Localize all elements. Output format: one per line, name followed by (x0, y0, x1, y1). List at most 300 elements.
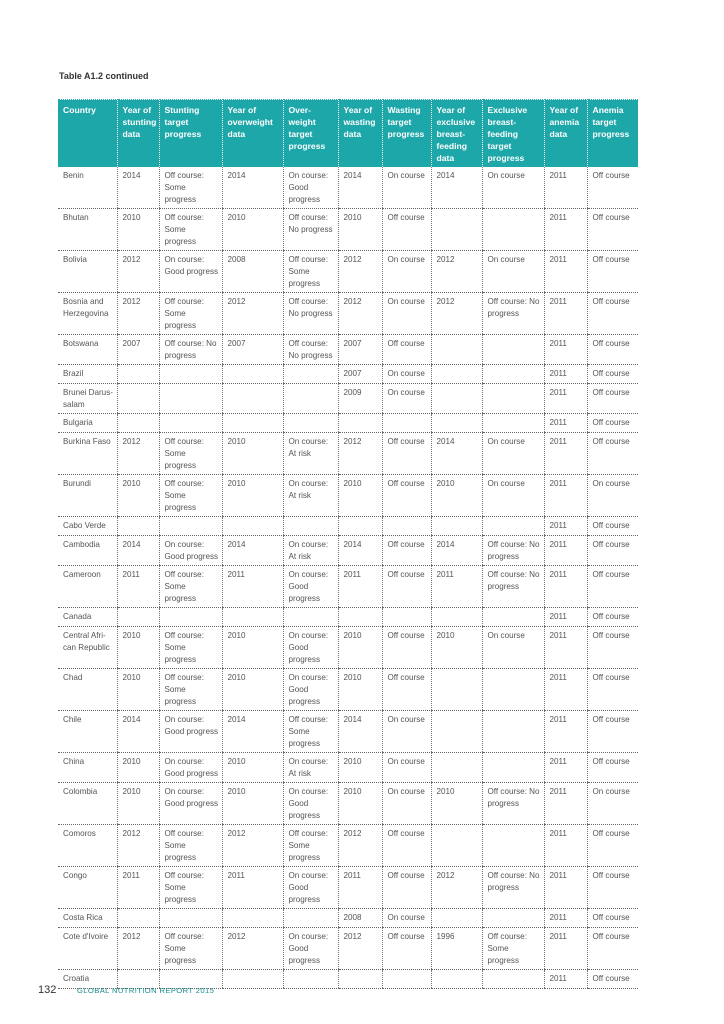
cell-anemia-progress: Off course (587, 867, 638, 909)
cell-year-stunting: 2010 (117, 669, 159, 711)
cell-country: Cameroon (58, 566, 117, 608)
cell-overweight-progress: Off course: Some progress (283, 251, 338, 293)
cell-breastfeeding-progress (482, 825, 544, 867)
cell-year-stunting (117, 608, 159, 627)
cell-year-breastfeeding: 2012 (431, 867, 482, 909)
cell-wasting-progress: On course (382, 293, 431, 335)
cell-year-stunting: 2011 (117, 867, 159, 909)
cell-year-wasting: 2010 (338, 669, 382, 711)
table-row (58, 909, 638, 928)
cell-anemia-progress: Off course (587, 335, 638, 365)
cell-country: Costa Rica (58, 909, 117, 928)
cell-breastfeeding-progress (482, 608, 544, 627)
cell-anemia-progress: Off course (587, 209, 638, 251)
cell-breastfeeding-progress: On course (482, 627, 544, 669)
cell-anemia-progress: Off course (587, 433, 638, 475)
cell-country: Central Afri-can Republic (58, 627, 117, 669)
cell-overweight-progress: On course: Good progress (283, 627, 338, 669)
cell-overweight-progress: Off course: No progress (283, 335, 338, 365)
cell-year-stunting: 2011 (117, 566, 159, 608)
cell-breastfeeding-progress: Off course: No progress (482, 867, 544, 909)
cell-year-anemia: 2011 (544, 627, 587, 669)
cell-overweight-progress (283, 414, 338, 433)
cell-wasting-progress: Off course (382, 475, 431, 517)
cell-country: Croatia (58, 970, 117, 989)
cell-year-wasting: 2012 (338, 293, 382, 335)
table-row (58, 414, 638, 433)
cell-year-anemia: 2011 (544, 365, 587, 384)
cell-overweight-progress: On course: Good progress (283, 783, 338, 825)
header-year-overweight: Year of overweight data (222, 100, 283, 168)
cell-anemia-progress: Off course (587, 909, 638, 928)
cell-overweight-progress: Off course: Some progress (283, 825, 338, 867)
cell-breastfeeding-progress: Off course: No progress (482, 293, 544, 335)
cell-year-anemia: 2011 (544, 909, 587, 928)
cell-year-overweight (222, 608, 283, 627)
cell-anemia-progress: Off course (587, 517, 638, 536)
cell-year-breastfeeding: 2014 (431, 536, 482, 566)
cell-wasting-progress: Off course (382, 627, 431, 669)
cell-country: China (58, 753, 117, 783)
cell-anemia-progress: Off course (587, 753, 638, 783)
cell-year-overweight: 2010 (222, 669, 283, 711)
cell-year-breastfeeding: 2012 (431, 293, 482, 335)
cell-wasting-progress (382, 517, 431, 536)
header-anemia-progress: Anemia target progress (587, 100, 638, 168)
cell-year-anemia: 2011 (544, 536, 587, 566)
cell-wasting-progress (382, 970, 431, 989)
cell-stunting-progress: Off course: Some progress (159, 433, 222, 475)
header-year-stunting: Year of stunting data (117, 100, 159, 168)
cell-breastfeeding-progress (482, 753, 544, 783)
cell-wasting-progress: On course (382, 783, 431, 825)
cell-year-stunting (117, 365, 159, 384)
cell-overweight-progress: On course: At risk (283, 753, 338, 783)
cell-year-stunting: 2014 (117, 536, 159, 566)
cell-year-breastfeeding (431, 209, 482, 251)
cell-overweight-progress (283, 365, 338, 384)
cell-year-anemia: 2011 (544, 167, 587, 209)
cell-stunting-progress (159, 384, 222, 414)
cell-year-stunting: 2012 (117, 251, 159, 293)
cell-year-anemia: 2011 (544, 335, 587, 365)
cell-country: Colombia (58, 783, 117, 825)
cell-stunting-progress: Off course: Some progress (159, 669, 222, 711)
cell-breastfeeding-progress (482, 970, 544, 989)
cell-year-stunting: 2012 (117, 825, 159, 867)
cell-breastfeeding-progress (482, 365, 544, 384)
cell-year-wasting: 2010 (338, 209, 382, 251)
cell-year-breastfeeding: 2010 (431, 627, 482, 669)
cell-breastfeeding-progress: On course (482, 251, 544, 293)
cell-year-anemia: 2011 (544, 414, 587, 433)
cell-year-breastfeeding: 2011 (431, 566, 482, 608)
cell-year-stunting: 2010 (117, 627, 159, 669)
cell-year-wasting: 2012 (338, 251, 382, 293)
cell-year-breastfeeding (431, 608, 482, 627)
cell-year-stunting: 2010 (117, 783, 159, 825)
cell-country: Cote d'Ivoire (58, 928, 117, 970)
cell-year-anemia: 2011 (544, 825, 587, 867)
table-row (58, 365, 638, 384)
cell-anemia-progress: Off course (587, 825, 638, 867)
cell-year-wasting (338, 608, 382, 627)
cell-anemia-progress: Off course (587, 414, 638, 433)
header-year-breastfeeding: Year of exclusive breast-feeding data (431, 100, 482, 168)
cell-year-stunting (117, 384, 159, 414)
cell-anemia-progress: On course (587, 783, 638, 825)
cell-breastfeeding-progress: On course (482, 475, 544, 517)
cell-stunting-progress (159, 909, 222, 928)
cell-year-breastfeeding: 2014 (431, 433, 482, 475)
cell-year-anemia: 2011 (544, 517, 587, 536)
cell-year-breastfeeding: 2010 (431, 783, 482, 825)
cell-wasting-progress: Off course (382, 433, 431, 475)
cell-year-breastfeeding: 2012 (431, 251, 482, 293)
cell-country: Bolivia (58, 251, 117, 293)
table-row (58, 627, 638, 669)
cell-overweight-progress: On course: At risk (283, 536, 338, 566)
table-row (58, 251, 638, 293)
cell-anemia-progress: On course (587, 475, 638, 517)
cell-year-anemia: 2011 (544, 970, 587, 989)
cell-wasting-progress: On course (382, 167, 431, 209)
table-row (58, 384, 638, 414)
cell-year-breastfeeding: 2014 (431, 167, 482, 209)
cell-year-stunting: 2010 (117, 209, 159, 251)
cell-stunting-progress: Off course: Some progress (159, 928, 222, 970)
cell-year-breastfeeding (431, 909, 482, 928)
table-caption: Table A1.2 continued (59, 71, 149, 81)
cell-anemia-progress: Off course (587, 711, 638, 753)
cell-year-overweight: 2010 (222, 753, 283, 783)
table-row (58, 209, 638, 251)
cell-anemia-progress: Off course (587, 669, 638, 711)
cell-overweight-progress (283, 909, 338, 928)
cell-year-breastfeeding (431, 669, 482, 711)
cell-breastfeeding-progress: Off course: No progress (482, 566, 544, 608)
cell-anemia-progress: Off course (587, 536, 638, 566)
cell-country: Chile (58, 711, 117, 753)
cell-overweight-progress (283, 517, 338, 536)
cell-year-wasting: 2012 (338, 928, 382, 970)
cell-wasting-progress: On course (382, 909, 431, 928)
cell-year-wasting (338, 970, 382, 989)
cell-year-overweight (222, 384, 283, 414)
cell-country: Botswana (58, 335, 117, 365)
cell-year-stunting: 2014 (117, 167, 159, 209)
cell-anemia-progress: Off course (587, 970, 638, 989)
table-row (58, 783, 638, 825)
cell-year-wasting: 2010 (338, 753, 382, 783)
cell-year-anemia: 2011 (544, 251, 587, 293)
cell-year-wasting: 2014 (338, 167, 382, 209)
cell-year-wasting (338, 517, 382, 536)
header-country: Country (58, 100, 117, 168)
table-row (58, 928, 638, 970)
cell-year-stunting (117, 414, 159, 433)
cell-country: Brunei Darus-salam (58, 384, 117, 414)
cell-country: Congo (58, 867, 117, 909)
cell-year-overweight: 2011 (222, 867, 283, 909)
table-row (58, 293, 638, 335)
cell-year-breastfeeding: 2010 (431, 475, 482, 517)
cell-overweight-progress: On course: At risk (283, 475, 338, 517)
cell-year-stunting: 2010 (117, 475, 159, 517)
cell-year-wasting: 2011 (338, 566, 382, 608)
cell-year-overweight: 2011 (222, 566, 283, 608)
cell-overweight-progress (283, 970, 338, 989)
cell-country: Canada (58, 608, 117, 627)
cell-anemia-progress: Off course (587, 928, 638, 970)
cell-year-breastfeeding (431, 335, 482, 365)
cell-year-wasting: 2012 (338, 433, 382, 475)
cell-breastfeeding-progress: Off course: Some progress (482, 928, 544, 970)
cell-stunting-progress: Off course: Some progress (159, 167, 222, 209)
header-year-wasting: Year of wasting data (338, 100, 382, 168)
cell-year-anemia: 2011 (544, 209, 587, 251)
cell-overweight-progress (283, 608, 338, 627)
cell-year-breastfeeding (431, 365, 482, 384)
cell-year-overweight (222, 970, 283, 989)
cell-anemia-progress: Off course (587, 566, 638, 608)
cell-year-anemia: 2011 (544, 433, 587, 475)
table-body (58, 167, 638, 989)
cell-year-wasting: 2009 (338, 384, 382, 414)
cell-wasting-progress: Off course (382, 536, 431, 566)
table-row (58, 608, 638, 627)
cell-year-breastfeeding (431, 970, 482, 989)
cell-country: Comoros (58, 825, 117, 867)
header-year-anemia: Year of anemia data (544, 100, 587, 168)
cell-year-anemia: 2011 (544, 867, 587, 909)
cell-year-breastfeeding: 1996 (431, 928, 482, 970)
cell-year-breastfeeding (431, 384, 482, 414)
cell-year-overweight (222, 414, 283, 433)
cell-stunting-progress: On course: Good progress (159, 753, 222, 783)
cell-year-anemia: 2011 (544, 475, 587, 517)
cell-country: Brazil (58, 365, 117, 384)
cell-country: Burkina Faso (58, 433, 117, 475)
cell-stunting-progress: Off course: Some progress (159, 209, 222, 251)
cell-stunting-progress: Off course: Some progress (159, 293, 222, 335)
cell-breastfeeding-progress (482, 209, 544, 251)
cell-stunting-progress: Off course: Some progress (159, 825, 222, 867)
table-row (58, 753, 638, 783)
cell-year-stunting: 2012 (117, 293, 159, 335)
table-row (58, 335, 638, 365)
cell-overweight-progress: Off course: Some progress (283, 711, 338, 753)
table-row (58, 167, 638, 209)
cell-stunting-progress: On course: Good progress (159, 711, 222, 753)
cell-stunting-progress: On course: Good progress (159, 536, 222, 566)
cell-wasting-progress: On course (382, 711, 431, 753)
cell-anemia-progress: Off course (587, 251, 638, 293)
cell-stunting-progress (159, 414, 222, 433)
table-row (58, 517, 638, 536)
cell-wasting-progress (382, 608, 431, 627)
cell-wasting-progress: Off course (382, 335, 431, 365)
cell-stunting-progress: Off course: Some progress (159, 627, 222, 669)
cell-year-overweight: 2008 (222, 251, 283, 293)
cell-year-wasting: 2012 (338, 825, 382, 867)
cell-stunting-progress: On course: Good progress (159, 251, 222, 293)
cell-country: Chad (58, 669, 117, 711)
cell-year-wasting: 2007 (338, 365, 382, 384)
cell-country: Bhutan (58, 209, 117, 251)
cell-wasting-progress: Off course (382, 867, 431, 909)
cell-breastfeeding-progress: Off course: No progress (482, 536, 544, 566)
header-breastfeeding-progress: Exclusive breast-feeding target progress (482, 100, 544, 168)
cell-year-anemia: 2011 (544, 384, 587, 414)
cell-breastfeeding-progress (482, 384, 544, 414)
cell-wasting-progress: On course (382, 384, 431, 414)
cell-year-stunting: 2010 (117, 753, 159, 783)
cell-year-anemia: 2011 (544, 293, 587, 335)
cell-year-anemia: 2011 (544, 608, 587, 627)
table-row (58, 475, 638, 517)
cell-country: Burundi (58, 475, 117, 517)
cell-wasting-progress (382, 414, 431, 433)
cell-anemia-progress: Off course (587, 627, 638, 669)
cell-wasting-progress: Off course (382, 669, 431, 711)
cell-country: Bosnia and Herzegovina (58, 293, 117, 335)
cell-year-wasting: 2010 (338, 627, 382, 669)
header-wasting-progress: Wasting target progress (382, 100, 431, 168)
cell-year-overweight (222, 517, 283, 536)
table-row (58, 566, 638, 608)
cell-stunting-progress (159, 517, 222, 536)
cell-wasting-progress: On course (382, 365, 431, 384)
cell-overweight-progress: On course: Good progress (283, 867, 338, 909)
cell-year-overweight: 2012 (222, 293, 283, 335)
cell-overweight-progress: Off course: No progress (283, 293, 338, 335)
cell-wasting-progress: On course (382, 753, 431, 783)
cell-breastfeeding-progress (482, 414, 544, 433)
cell-year-anemia: 2011 (544, 753, 587, 783)
cell-anemia-progress: Off course (587, 293, 638, 335)
table-row (58, 825, 638, 867)
cell-overweight-progress: On course: Good progress (283, 669, 338, 711)
table-row (58, 536, 638, 566)
cell-year-overweight: 2010 (222, 475, 283, 517)
table-header-row (58, 100, 638, 168)
cell-year-wasting: 2010 (338, 783, 382, 825)
cell-stunting-progress: Off course: Some progress (159, 867, 222, 909)
cell-breastfeeding-progress (482, 711, 544, 753)
table-row (58, 433, 638, 475)
cell-year-overweight: 2007 (222, 335, 283, 365)
cell-year-anemia: 2011 (544, 783, 587, 825)
cell-breastfeeding-progress: On course (482, 433, 544, 475)
cell-year-overweight (222, 365, 283, 384)
cell-wasting-progress: Off course (382, 928, 431, 970)
cell-year-breastfeeding (431, 517, 482, 536)
cell-anemia-progress: Off course (587, 384, 638, 414)
cell-year-anemia: 2011 (544, 669, 587, 711)
cell-stunting-progress: Off course: Some progress (159, 475, 222, 517)
cell-year-overweight (222, 909, 283, 928)
cell-wasting-progress: Off course (382, 566, 431, 608)
cell-year-overweight: 2014 (222, 167, 283, 209)
cell-stunting-progress (159, 608, 222, 627)
cell-country: Cambodia (58, 536, 117, 566)
cell-year-overweight: 2014 (222, 711, 283, 753)
cell-country: Bulgaria (58, 414, 117, 433)
cell-anemia-progress: Off course (587, 167, 638, 209)
cell-year-wasting: 2011 (338, 867, 382, 909)
cell-wasting-progress: Off course (382, 209, 431, 251)
cell-year-overweight: 2010 (222, 433, 283, 475)
cell-year-overweight: 2010 (222, 209, 283, 251)
cell-year-wasting (338, 414, 382, 433)
cell-year-overweight: 2012 (222, 825, 283, 867)
cell-country: Benin (58, 167, 117, 209)
cell-breastfeeding-progress (482, 517, 544, 536)
cell-overweight-progress: On course: Good progress (283, 928, 338, 970)
cell-year-anemia: 2011 (544, 711, 587, 753)
cell-year-wasting: 2014 (338, 536, 382, 566)
cell-overweight-progress: On course: At risk (283, 433, 338, 475)
cell-overweight-progress: Off course: No progress (283, 209, 338, 251)
cell-year-overweight: 2014 (222, 536, 283, 566)
cell-year-stunting: 2012 (117, 928, 159, 970)
cell-year-anemia: 2011 (544, 566, 587, 608)
cell-stunting-progress: On course: Good progress (159, 783, 222, 825)
cell-year-stunting: 2007 (117, 335, 159, 365)
cell-breastfeeding-progress (482, 909, 544, 928)
cell-year-breastfeeding (431, 825, 482, 867)
cell-year-overweight: 2012 (222, 928, 283, 970)
cell-breastfeeding-progress (482, 335, 544, 365)
cell-year-wasting: 2010 (338, 475, 382, 517)
cell-year-stunting: 2012 (117, 433, 159, 475)
table-row (58, 711, 638, 753)
cell-country: Cabo Verde (58, 517, 117, 536)
report-title: GLOBAL NUTRITION REPORT 2015 (77, 986, 215, 995)
cell-stunting-progress: Off course: No progress (159, 335, 222, 365)
cell-year-overweight: 2010 (222, 783, 283, 825)
cell-overweight-progress: On course: Good progress (283, 566, 338, 608)
cell-overweight-progress (283, 384, 338, 414)
table-row (58, 669, 638, 711)
cell-year-stunting (117, 517, 159, 536)
cell-wasting-progress: Off course (382, 825, 431, 867)
page-number: 132 (38, 984, 57, 996)
cell-year-stunting: 2014 (117, 711, 159, 753)
cell-stunting-progress (159, 365, 222, 384)
cell-year-breastfeeding (431, 414, 482, 433)
cell-year-overweight: 2010 (222, 627, 283, 669)
table-row (58, 867, 638, 909)
cell-breastfeeding-progress (482, 669, 544, 711)
cell-year-breastfeeding (431, 753, 482, 783)
cell-year-wasting: 2007 (338, 335, 382, 365)
header-overweight-progress: Over-weight target progress (283, 100, 338, 168)
cell-year-stunting (117, 909, 159, 928)
cell-anemia-progress: Off course (587, 608, 638, 627)
cell-breastfeeding-progress: On course (482, 167, 544, 209)
cell-year-wasting: 2008 (338, 909, 382, 928)
header-stunting-progress: Stunting target progress (159, 100, 222, 168)
cell-breastfeeding-progress: Off course: No progress (482, 783, 544, 825)
cell-anemia-progress: Off course (587, 365, 638, 384)
cell-year-breastfeeding (431, 711, 482, 753)
nutrition-target-table (58, 99, 638, 989)
cell-year-anemia: 2011 (544, 928, 587, 970)
cell-wasting-progress: On course (382, 251, 431, 293)
cell-overweight-progress: On course: Good progress (283, 167, 338, 209)
